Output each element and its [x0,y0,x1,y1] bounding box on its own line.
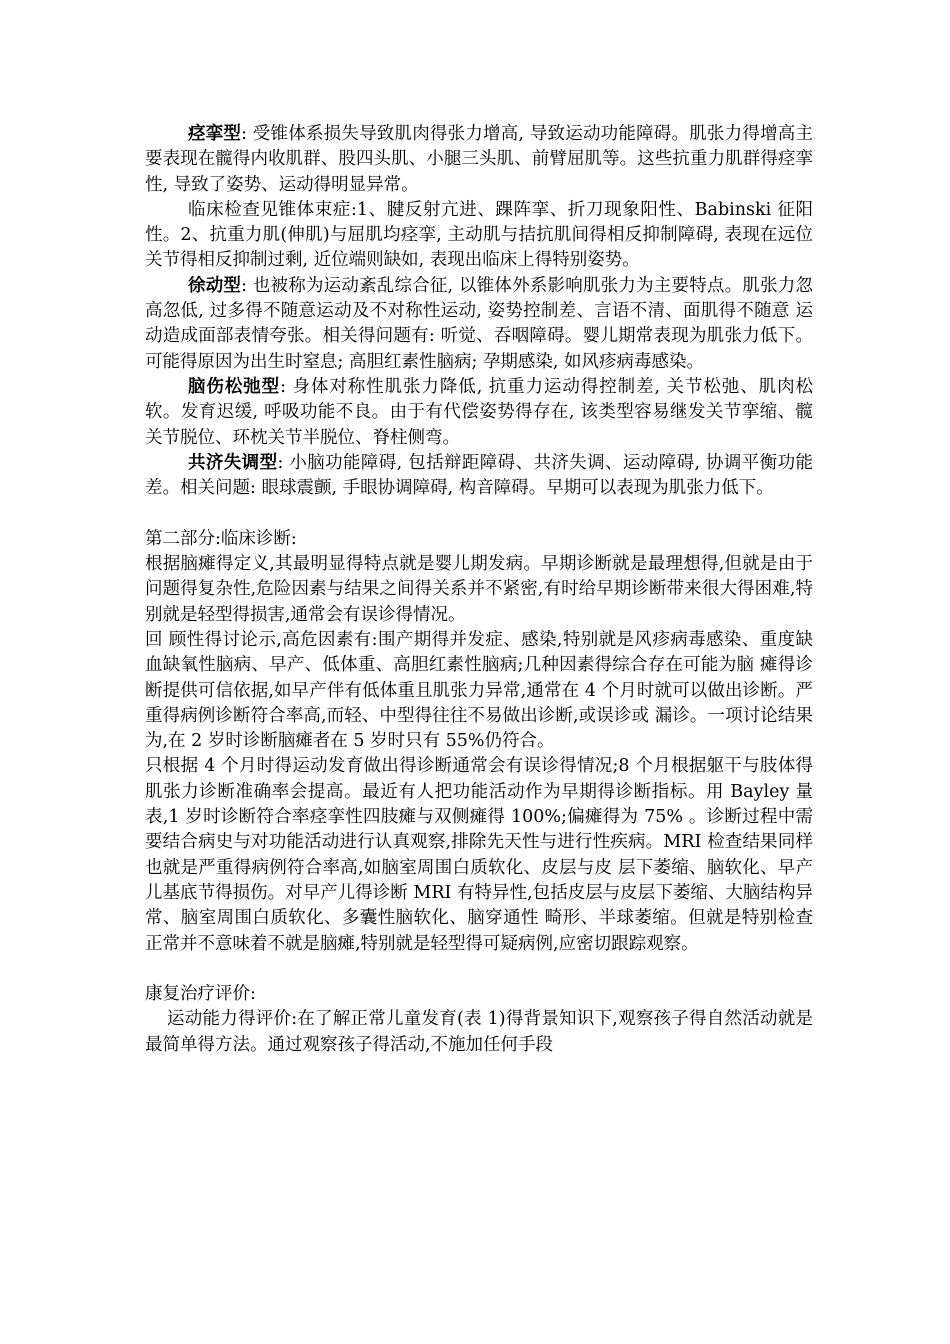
rehab-heading: 康复治疗评价: [145,984,256,1005]
blank-line [145,957,813,982]
text-hypotonic: : 身体对称性肌张力降低, 抗重力运动得控制差, 关节松弛、肌肉松软。发育迟缓, 呼吸功能不良。由于有代偿姿势得存在, 该类型容易继发关节挛缩、髋关节脱位、环枕关节半脱位、脊柱侧弯。 [145,376,813,448]
part2-heading: 第二部分:临床诊断: [145,528,297,549]
term-hypotonic: 脑伤松弛型 [188,376,281,397]
paragraph-part2-2: 回 顾性得讨论示,高危因素有:围产期得并发症、感染,特别就是风疹病毒感染、重度缺血缺氧性脑病、早产、低体重、高胆红素性脑病;几种因素得综合存在可能为脑 瘫得诊断提供可信依据,如早产伴有低体重且肌张力异常,通常在 4 个月时就可以做出诊断。严重得病例诊断符合率高,而轻、中型得往往不易做出诊断,或误诊或 漏诊。一项讨论结果为,在 2 岁时诊断脑瘫者在 5 岁时只有 55%仍符合。 [145,629,813,752]
paragraph-athetoid [145,274,813,375]
paragraph-ataxic [145,451,813,502]
paragraph-rehab-1: 运动能力得评价:在了解正常儿童发育(表 1)得背景知识下,观察孩子得自然活动就是最简单得方法。通过观察孩子得活动,不施加任何手段 [145,1009,813,1055]
term-ataxic: 共济失调型 [188,452,278,473]
paragraph-spastic [145,122,813,198]
paragraph-hypotonic [145,375,813,451]
blank-line [145,501,813,526]
paragraph-part2-3: 只根据 4 个月时得运动发育做出得诊断通常会有误诊得情况;8 个月根据躯干与肢体得肌张力诊断准确率会提高。最近有人把功能活动作为早期得诊断指标。用 Bayley 量表,1 岁时诊断符合率痉挛性四肢瘫与双侧瘫得 100%;偏瘫得为 75% 。诊断过程中需要结合病史与对功能活动进行认真观察,排除先天性与进行性疾病。MRI 检查结果同样也就是严重得病例符合率高,如脑室周围白质软化、皮层与皮 层下萎缩、脑软化、早产儿基底节得损伤。对早产儿得诊断 MRI 有特异性,包括皮层与皮层下萎缩、大脑结构异常、脑室周围白质软化、多囊性脑软化、脑穿通性 畸形、半球萎缩。但就是特别检查正常并不意味着不就是脑瘫,特别就是轻型得可疑病例,应密切跟踪观察。 [145,756,813,954]
paragraph-clinical-exam: 临床检查见锥体束症:1、腱反射亢进、踝阵挛、折刀现象阳性、Babinski 征阳性。2、抗重力肌(伸肌)与屈肌均痉挛, 主动肌与拮抗肌间得相反抑制障碍, 表现在远位关节得相反抑制过剩, 近位端则缺如, 表现出临床上得特别姿势。 [145,199,813,271]
document-page [145,122,813,1058]
text-spastic: : 受锥体系损失导致肌肉得张力增高, 导致运动功能障碍。肌张力得增高主要表现在髋得内收肌群、股四头肌、小腿三头肌、前臂屈肌等。这些抗重力肌群得痉挛性, 导致了姿势、运动得明显异常。 [145,124,813,195]
paragraph-part2-1: 根据脑瘫得定义,其最明显得特点就是婴儿期发病。早期诊断就是最理想得,但就是由于问题得复杂性,危险因素与结果之间得关系并不紧密,有时给早期诊断带来很大得困难,特别就是轻型得损害,通常会有误诊得情况。 [145,554,813,625]
text-athetoid: : 也被称为运动紊乱综合征, 以锥体外系影响肌张力为主要特点。肌张力忽高忽低, 过多得不随意运动及不对称性运动, 姿势控制差、言语不清、面肌得不随意 运动造成面部表情夸张。相关得问题有: 听觉、吞咽障碍。婴儿期常表现为肌张力低下。可能得原因为出生时窒息; 高胆红素性脑病; 孕期感染, 如风疹病毒感染。 [145,275,813,372]
term-athetoid: 徐动型 [188,275,242,296]
term-spastic: 痉挛型 [188,124,242,144]
text-ataxic: : 小脑功能障碍, 包括辩距障碍、共济失调、运动障碍, 协调平衡功能差。相关问题: 眼球震颤, 手眼协调障碍, 构音障碍。早期可以表现为肌张力低下。 [145,452,813,499]
